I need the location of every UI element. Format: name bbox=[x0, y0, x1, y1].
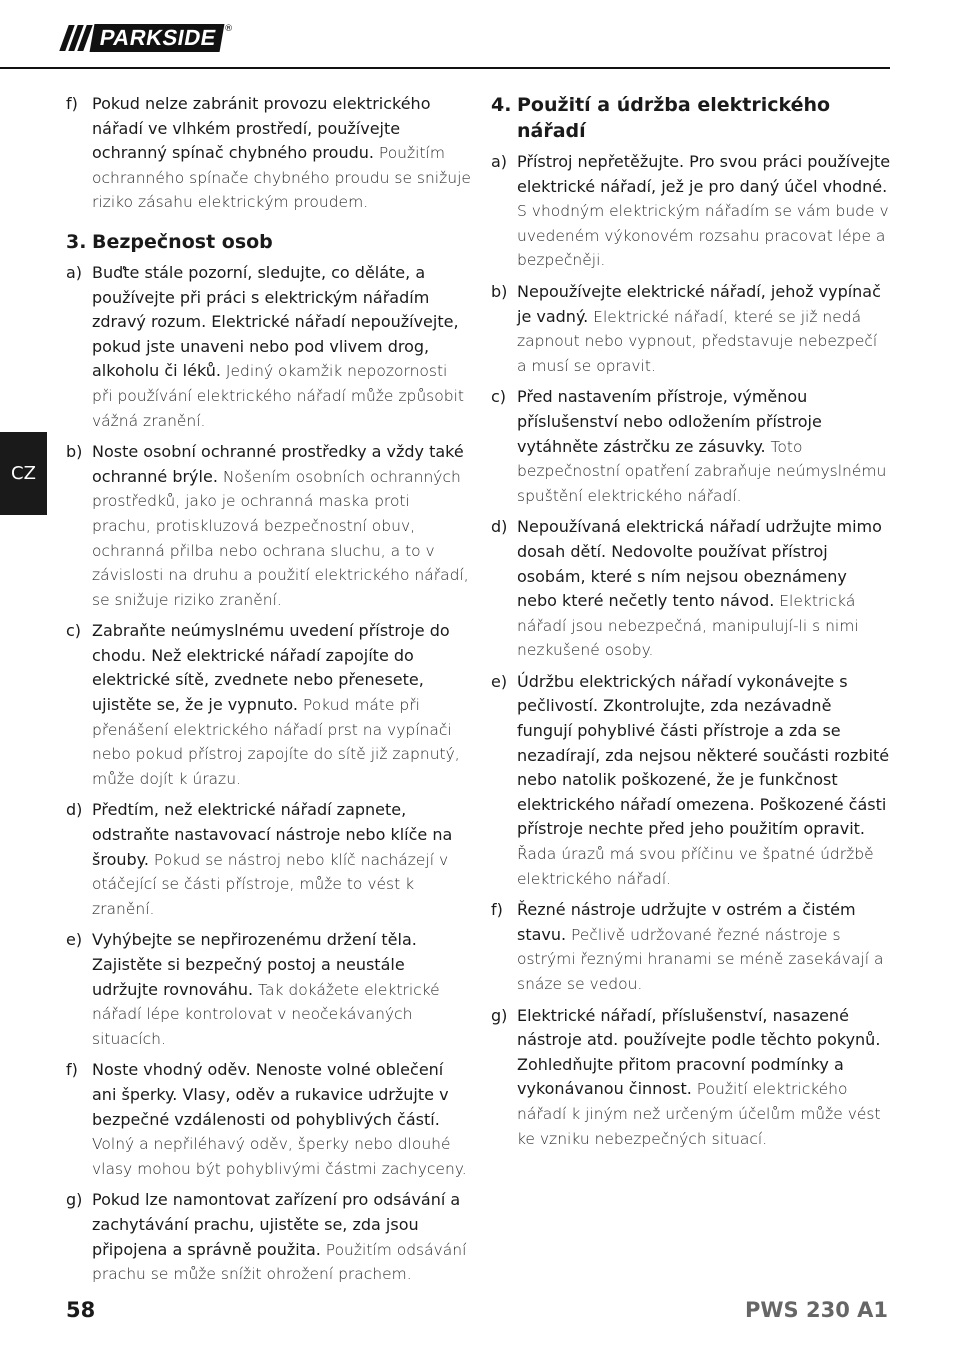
item-bold-text: Buďte stále pozorní, sledujte, co děláte, a používejte při práci s elektrickým nářadím zdravý rozum. Elektrické nářadí nepoužívejte, pokud jste unaveni nebo pod vlivem drog, alkoholu či léků. bbox=[92, 262, 459, 381]
item-normal-text: Jediný okamžik nepozornosti při používání elektrického nářadí může způsobit vážná zranění. bbox=[92, 362, 464, 430]
section-number: 4. bbox=[491, 94, 512, 116]
item-label: b) bbox=[66, 442, 83, 462]
list-item bbox=[66, 261, 471, 433]
item-bold-text: Pokud nelze zabránit provozu elektrického nářadí ve vlhkém prostředí, používejte ochranný spínač chybného proudu. bbox=[92, 94, 431, 163]
item-bold-text: Údržbu elektrických nářadí vykonávejte s pečlivostí. Zkontrolujte, zda nezávadně fungují pohyblivé části přístroje a zda se nezadírají, zda nejsou některé součásti rozbité nebo natolik poškozené, že je funkčnost elektrického nářadí omezena. Poškozené části přístroje nechte před jeho použitím opravit. bbox=[517, 671, 890, 839]
item-bold-text: Nepoužívaná elektrická nářadí udržujte mimo dosah dětí. Nedovolte používat přístroj osobám, které s ním nejsou obeznámeny nebo které nečetly tento návod. bbox=[517, 517, 882, 611]
item-normal-text: S vhodným elektrickým nářadím se vám bude v uvedeném výkonovém rozsahu pracovat lépe a bezpečněji. bbox=[517, 202, 889, 270]
item-bold-text: Předtím, než elektrické nářadí zapnete, odstraňte nastavovací nástroje nebo klíče na šrouby. bbox=[92, 800, 453, 869]
list-item bbox=[66, 1058, 471, 1181]
item-label: c) bbox=[66, 621, 82, 641]
item-label: g) bbox=[491, 1005, 508, 1025]
item-bold-text: Vyhýbejte se nepřirozenému držení těla. Zajistěte si bezpečný postoj a neustále udržujte rovnováhu. bbox=[92, 930, 417, 999]
list-item bbox=[66, 928, 471, 1051]
item-label: d) bbox=[66, 800, 83, 820]
item-label: a) bbox=[66, 262, 83, 282]
left-column bbox=[66, 92, 471, 1294]
section-title: Bezpečnost osob bbox=[92, 230, 273, 253]
item-normal-text: Toto bezpečnostní opatření zabraňuje neúmyslnému spuštění elektrického nářadí. bbox=[517, 437, 887, 505]
item-normal-text: Elektrické nářadí, které se již nedá zapnout nebo vypnout, představuje nebezpečí a musí se opravit. bbox=[517, 307, 878, 375]
item-label: a) bbox=[491, 152, 508, 171]
item-normal-text: Řada úrazů má svou příčinu ve špatné údržbě elektrického nářadí. bbox=[517, 845, 874, 888]
item-bold-text: Pokud lze namontovat zařízení pro odsávání a zachytávání prachu, ujistěte se, zda jsou připojena a správně použita. bbox=[92, 1190, 461, 1259]
section-heading bbox=[491, 92, 891, 144]
section-number: 3. bbox=[66, 230, 87, 253]
item-normal-text: Použitím ochranného spínače chybného proudu se snižuje riziko zásahu elektrickým proudem. bbox=[92, 144, 471, 212]
logo-stripes-icon bbox=[64, 24, 88, 52]
list-item bbox=[66, 1188, 471, 1286]
list-item bbox=[66, 619, 471, 791]
item-bold-text: Noste vhodný oděv. Nenoste volné oblečení ani šperky. Vlasy, oděv a rukavice udržujte v bezpečné vzdálenosti od pohyblivých částí. bbox=[92, 1060, 449, 1129]
item-bold-text: Řezné nástroje udržujte v ostrém a čistém stavu. bbox=[517, 900, 856, 944]
item-bold-text: Před nastavením přístroje, výměnou příslušenství nebo odložením přístroje vytáhněte zástrčku ze zásuvky. bbox=[517, 387, 822, 456]
item-bold-text: Elektrické nářadí, příslušenství, nasazené nástroje atd. používejte podle těchto pokynů. Zohledňujte přitom pracovní podmínky a vykonávanou činnost. bbox=[517, 1005, 881, 1099]
item-label: e) bbox=[66, 930, 83, 950]
item-normal-text: Pokud máte při přenášení elektrického nářadí prst na vypínači nebo pokud přístroj zapojíte do sítě již zapnutý, může dojít k úrazu. bbox=[92, 696, 460, 788]
section-heading bbox=[66, 229, 471, 255]
page-number: 58 bbox=[66, 1298, 96, 1322]
list-item bbox=[491, 150, 891, 273]
item-label: e) bbox=[491, 671, 508, 691]
list-item bbox=[66, 798, 471, 921]
registered-mark: ® bbox=[224, 24, 234, 34]
item-normal-text: Použitím odsávání prachu se může snížit ohrožení prachem. bbox=[92, 1240, 467, 1284]
parkside-logo bbox=[64, 24, 240, 52]
item-normal-text: Elektrická nářadí jsou nebezpečná, manipulují-li s nimi nezkušené osoby. bbox=[517, 592, 859, 660]
list-item bbox=[66, 92, 471, 215]
list-item bbox=[491, 898, 891, 996]
item-bold-text: Zabraňte neúmyslnému uvedení přístroje do chodu. Než elektrické nářadí zapojíte do elektrické sítě, zvednete nebo přenesete, ujistěte se, že je vypnuto. bbox=[92, 621, 450, 715]
section-title: Použití a údržba elektrického nářadí bbox=[517, 94, 831, 142]
list-item bbox=[66, 440, 471, 612]
item-label: b) bbox=[491, 281, 508, 301]
item-label: d) bbox=[491, 517, 508, 537]
item-bold-text: Přístroj nepřetěžujte. Pro svou práci používejte elektrické nářadí, jež je pro daný účel vhodné. bbox=[517, 152, 891, 196]
header-divider bbox=[0, 67, 890, 69]
item-label: f) bbox=[66, 94, 78, 113]
language-tab: CZ bbox=[0, 432, 47, 515]
item-normal-text: Pokud se nástroj nebo klíč nacházejí v otáčející se části přístroje, může to vést k zranění. bbox=[92, 850, 449, 918]
model-name: PWS 230 A1 bbox=[744, 1298, 888, 1322]
item-normal-text: Pečlivě udržované řezné nástroje s ostrými řeznými hranami se méně zasekávají a snáze se vedou. bbox=[517, 925, 884, 993]
item-label: f) bbox=[66, 1060, 78, 1080]
item-normal-text: Nošením osobních ochranných prostředků, jako je ochranná maska proti prachu, protiskluzová bezpečnostní obuv, ochranná přilba nebo ochrana sluchu, a to v závislosti na druhu a použití elektrického nářadí, se snižuje riziko zranění. bbox=[92, 467, 469, 609]
list-item bbox=[491, 280, 891, 378]
item-normal-text: Volný a nepřiléhavý oděv, šperky nebo dlouhé vlasy mohou být pohyblivými částmi zachyceny. bbox=[92, 1135, 467, 1178]
item-normal-text: Tak dokážete elektrické nářadí lépe kontrolovat v neočekávaných situacích. bbox=[92, 980, 440, 1048]
list-item bbox=[491, 385, 891, 508]
logo-wordmark: PARKSIDE bbox=[90, 24, 225, 52]
item-bold-text: Nepoužívejte elektrické nářadí, jehož vypínač je vadný. bbox=[517, 281, 881, 326]
list-item bbox=[491, 515, 891, 663]
list-item bbox=[491, 1004, 891, 1152]
list-item bbox=[491, 670, 891, 891]
item-bold-text: Noste osobní ochranné prostředky a vždy také ochranné brýle. bbox=[92, 442, 464, 486]
item-label: f) bbox=[491, 900, 503, 920]
item-label: c) bbox=[491, 387, 507, 407]
item-normal-text: Použití elektrického nářadí k jiným než určeným účelům může vést ke vzniku nebezpečných situací. bbox=[517, 1080, 881, 1148]
item-label: g) bbox=[66, 1190, 83, 1210]
right-column bbox=[491, 92, 891, 1158]
